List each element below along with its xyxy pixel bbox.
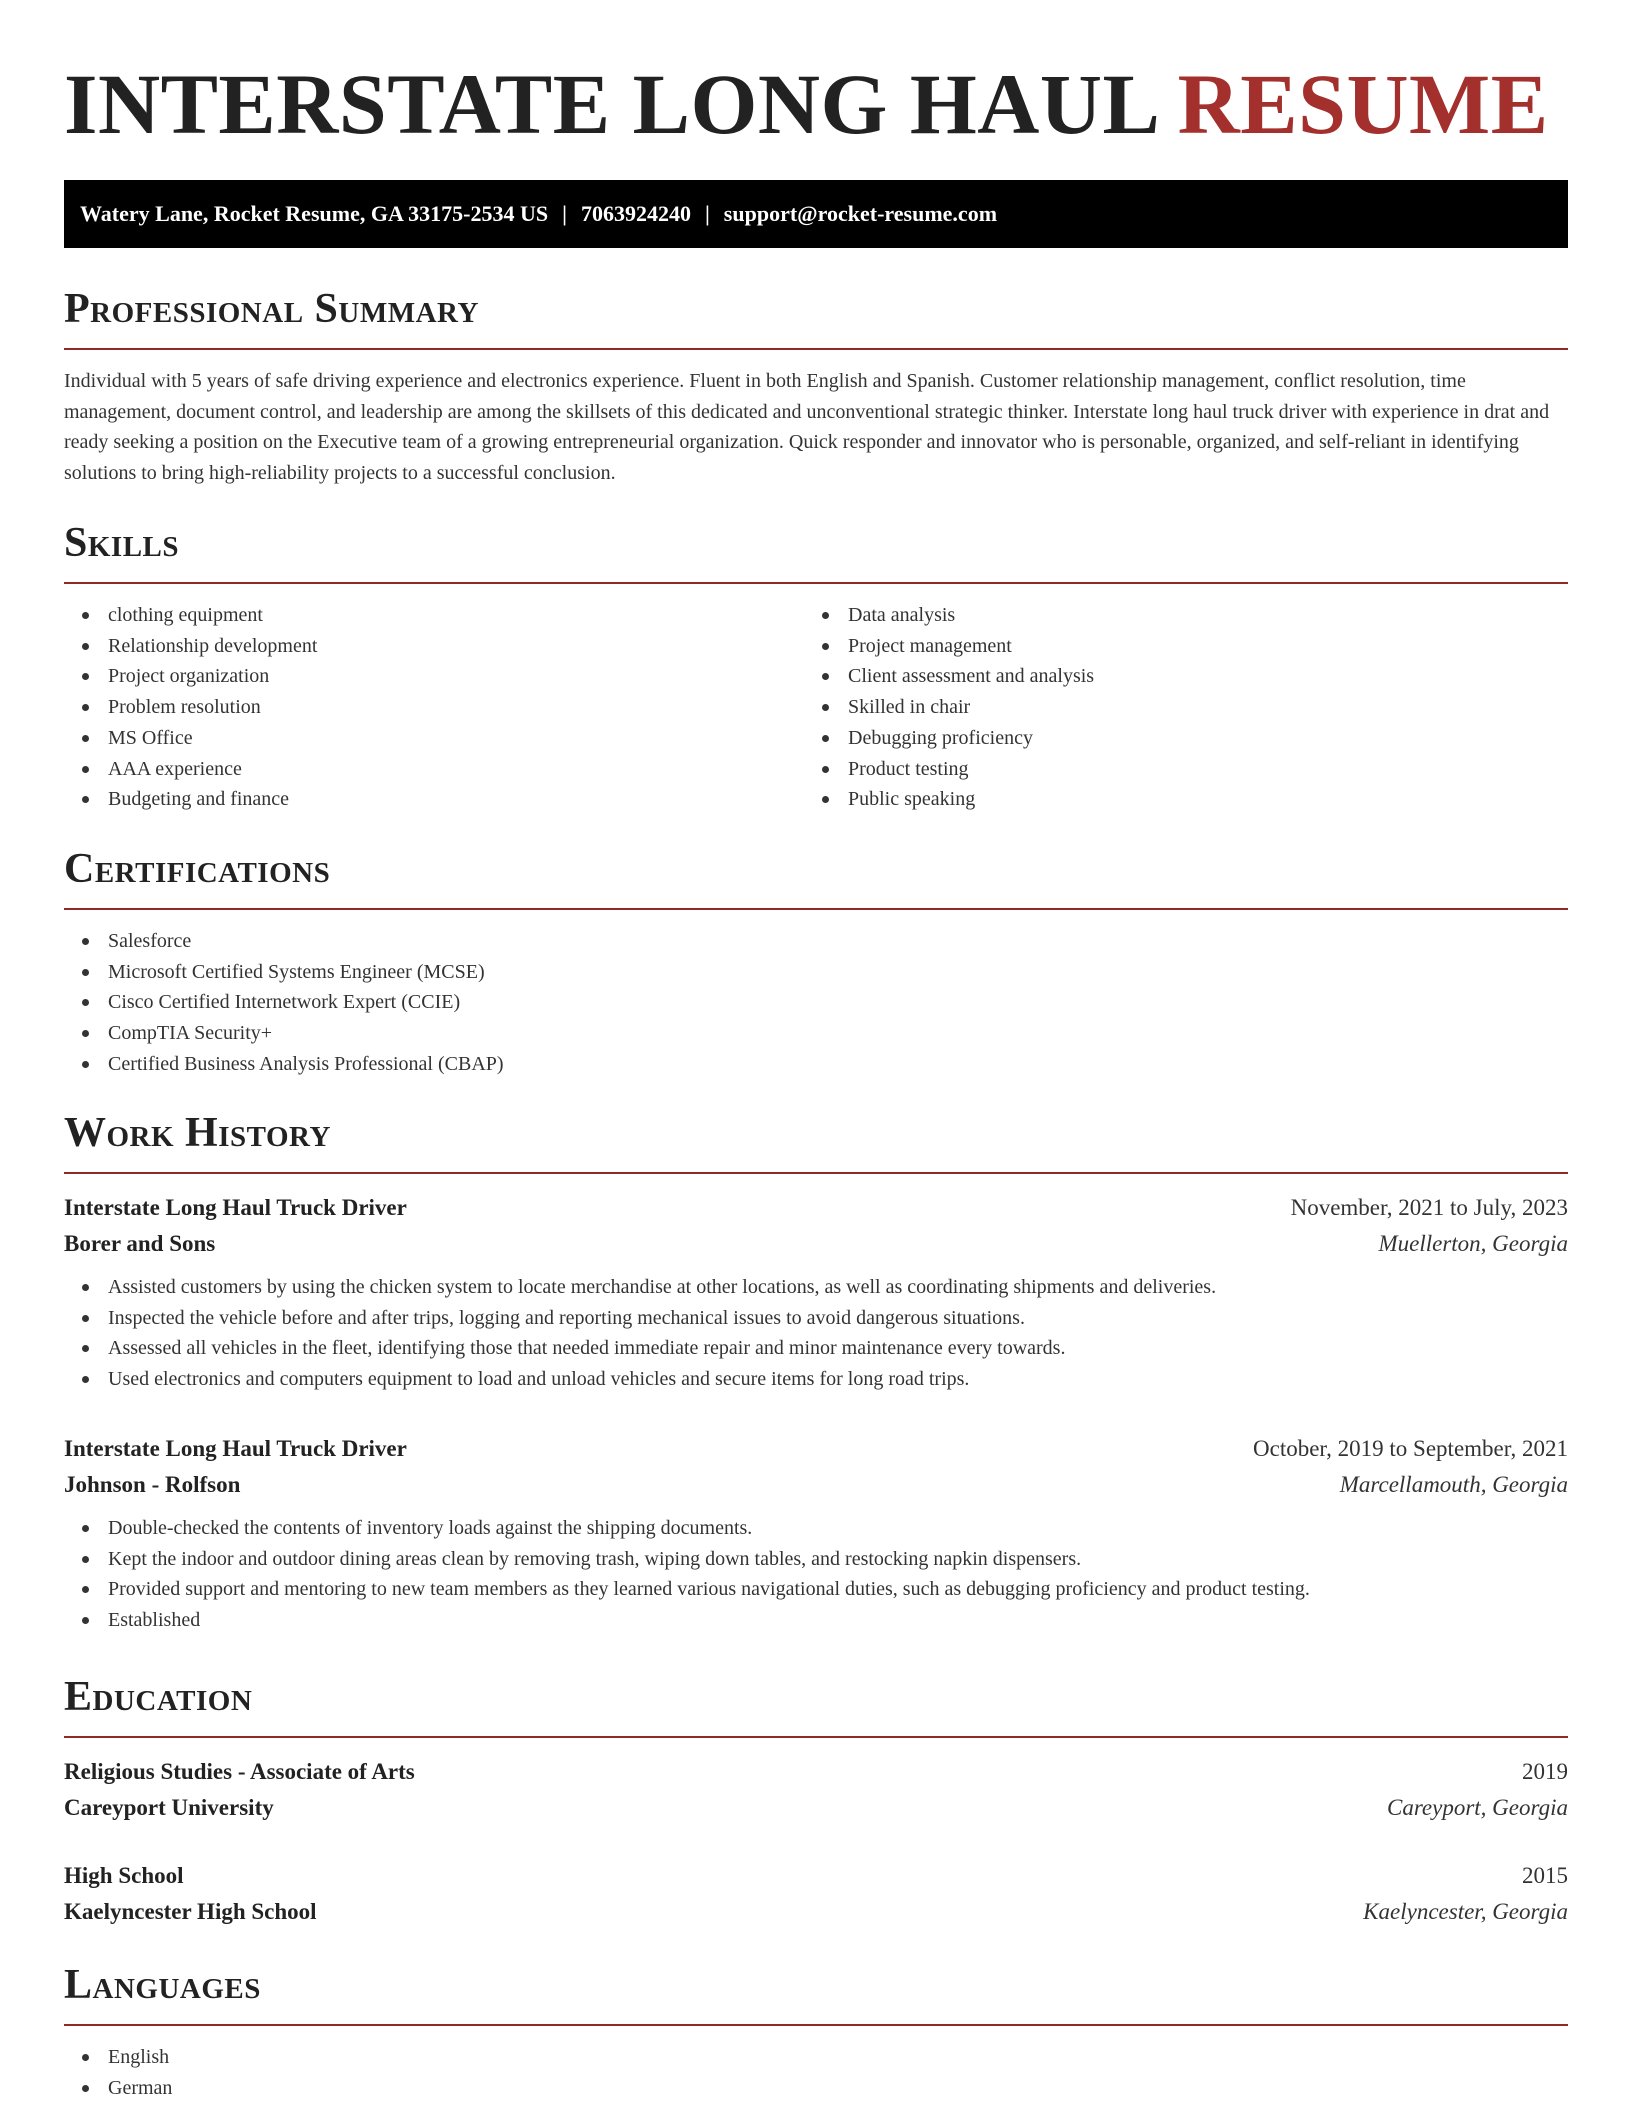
section-heading-work: Work History <box>64 1108 1568 1174</box>
job-title: Interstate Long Haul Truck Driver <box>64 1435 407 1461</box>
job-location: Muellerton, Georgia <box>1378 1231 1568 1256</box>
skills-list-right <box>804 600 1544 815</box>
education-section <box>64 1672 1568 1930</box>
contact-phone: 7063924240 <box>580 201 691 226</box>
job-header-row <box>64 1431 1568 1467</box>
job-dates: October, 2019 to September, 2021 <box>1253 1435 1568 1461</box>
section-heading-summary: Professional Summary <box>64 284 1568 350</box>
job-title: Interstate Long Haul Truck Driver <box>64 1195 407 1220</box>
contact-email: support@rocket-resume.com <box>723 201 998 226</box>
languages-section <box>64 1960 1568 2103</box>
title-accent: RESUME <box>1177 56 1549 152</box>
skills-section <box>64 518 1568 815</box>
job-duties-list <box>64 1513 1568 1636</box>
skills-columns <box>64 584 1568 815</box>
section-heading-education: Education <box>64 1672 1568 1738</box>
skill-item: Relationship development <box>64 631 804 662</box>
language-item: English <box>64 2042 1568 2073</box>
education-location: Kaelyncester, Georgia <box>1363 1899 1568 1924</box>
job-duty: Assessed all vehicles in the fleet, identifying those that needed immediate repair and minor maintenance every towards. <box>64 1333 1568 1364</box>
skill-item: Budgeting and finance <box>64 784 804 815</box>
education-year: 2015 <box>1522 1863 1568 1888</box>
certification-item: CompTIA Security+ <box>64 1018 1568 1049</box>
skill-item: Skilled in chair <box>804 692 1544 723</box>
job-duty: Used electronics and computers equipment to load and unload vehicles and secure items for long road trips. <box>64 1364 1568 1395</box>
languages-list <box>64 2042 1568 2103</box>
skill-item: Data analysis <box>804 600 1544 631</box>
job-duty: Kept the indoor and outdoor dining areas clean by removing trash, wiping down tables, and restocking napkin dispensers. <box>64 1544 1568 1575</box>
job-entry <box>64 1190 1568 1395</box>
contact-bar <box>64 180 1568 248</box>
education-school-row <box>64 1790 1568 1826</box>
job-entry <box>64 1431 1568 1636</box>
certifications-list <box>64 926 1568 1080</box>
language-item: German <box>64 2073 1568 2104</box>
job-company-row <box>64 1226 1568 1262</box>
skill-item: Public speaking <box>804 784 1544 815</box>
certification-item: Cisco Certified Internetwork Expert (CCIE) <box>64 987 1568 1018</box>
education-degree-row <box>64 1754 1568 1790</box>
education-year: 2019 <box>1522 1759 1568 1784</box>
certifications-section <box>64 844 1568 1080</box>
job-company: Borer and Sons <box>64 1231 216 1256</box>
education-school-row <box>64 1894 1568 1930</box>
contact-separator: | <box>562 201 567 226</box>
certification-item: Salesforce <box>64 926 1568 957</box>
education-degree: Religious Studies - Associate of Arts <box>64 1759 415 1784</box>
job-duty: Inspected the vehicle before and after trips, logging and reporting mechanical issues to avoid dangerous situations. <box>64 1303 1568 1334</box>
contact-address: Watery Lane, Rocket Resume, GA 33175-2534 US <box>80 201 549 226</box>
summary-text: Individual with 5 years of safe driving experience and electronics experience. Fluent in both English and Spanish. Customer relationship management, conflict resolution, time management, document control, and leadership are among the skillsets of this dedicated and unconventional strategic thinker. Interstate long haul truck driver with experience in drat and ready seeking a position on the Executive team of a growing entrepreneurial organization. Quick responder and innovator who is personable, organized, and self-reliant in identifying solutions to bring high-reliability projects to a successful conclusion. <box>64 370 1550 484</box>
job-header-row <box>64 1190 1568 1226</box>
certification-item: Microsoft Certified Systems Engineer (MCSE) <box>64 957 1568 988</box>
skill-item: Problem resolution <box>64 692 804 723</box>
job-location: Marcellamouth, Georgia <box>1339 1471 1568 1497</box>
job-duties-list <box>64 1272 1568 1395</box>
skill-item: Project management <box>804 631 1544 662</box>
job-dates: November, 2021 to July, 2023 <box>1290 1195 1568 1220</box>
education-entry <box>64 1858 1568 1930</box>
certification-item: Certified Business Analysis Professional (CBAP) <box>64 1049 1568 1080</box>
skill-item: MS Office <box>64 723 804 754</box>
education-location: Careyport, Georgia <box>1386 1795 1568 1820</box>
skill-item: Client assessment and analysis <box>804 661 1544 692</box>
work-history-section <box>64 1108 1568 1636</box>
resume-page <box>64 0 1568 2099</box>
skill-item: Debugging proficiency <box>804 723 1544 754</box>
job-company: Johnson - Rolfson <box>64 1471 241 1497</box>
education-degree-row <box>64 1858 1568 1894</box>
skills-list-left <box>64 600 804 815</box>
education-degree: High School <box>64 1863 184 1888</box>
contact-separator: | <box>704 201 710 226</box>
job-duty: Established <box>64 1605 1568 1636</box>
job-duty: Provided support and mentoring to new team members as they learned various navigational duties, such as debugging proficiency and product testing. <box>64 1574 1568 1605</box>
resume-title <box>64 56 1568 152</box>
job-duty: Double-checked the contents of inventory loads against the shipping documents. <box>64 1513 1568 1544</box>
professional-summary-section <box>64 284 1568 488</box>
job-duty: Assisted customers by using the chicken system to locate merchandise at other locations, as well as coordinating shipments and deliveries. <box>64 1272 1568 1303</box>
skill-item: clothing equipment <box>64 600 804 631</box>
section-heading-skills: Skills <box>64 518 1568 584</box>
skill-item: AAA experience <box>64 754 804 785</box>
section-heading-certifications: Certifications <box>64 844 1568 910</box>
skill-item: Project organization <box>64 661 804 692</box>
education-school: Careyport University <box>64 1795 274 1820</box>
section-heading-languages: Languages <box>64 1960 1568 2026</box>
title-main: INTERSTATE LONG HAUL <box>64 56 1156 152</box>
job-company-row <box>64 1467 1568 1503</box>
skill-item: Product testing <box>804 754 1544 785</box>
education-school: Kaelyncester High School <box>64 1899 317 1924</box>
education-entry <box>64 1754 1568 1826</box>
